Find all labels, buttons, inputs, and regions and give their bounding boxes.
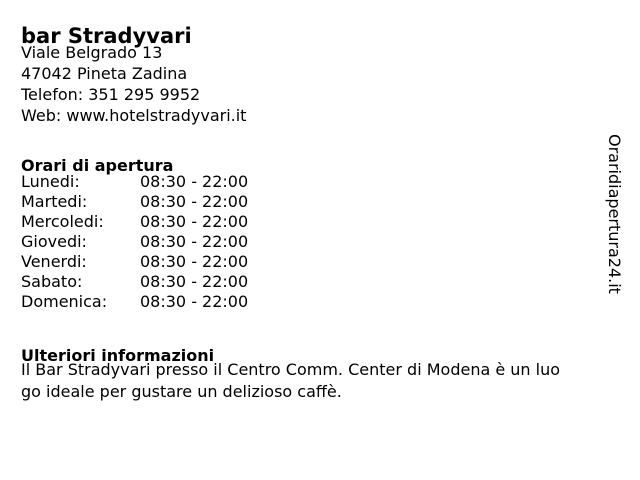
hours-row-wednesday bbox=[21, 212, 248, 232]
time-value: 08:30 - 22:00 bbox=[140, 172, 249, 191]
opening-hours-heading: Orari di apertura bbox=[21, 156, 174, 176]
time-value: 08:30 - 22:00 bbox=[140, 272, 249, 291]
hours-row-saturday bbox=[21, 272, 248, 292]
day-label: Giovedi: bbox=[21, 232, 87, 251]
phone-line: Telefon: 351 295 9952 bbox=[21, 85, 201, 104]
hours-row-tuesday bbox=[21, 192, 248, 212]
time-value: 08:30 - 22:00 bbox=[140, 192, 249, 211]
address-city: 47042 Pineta Zadina bbox=[21, 64, 188, 83]
time-value: 08:30 - 22:00 bbox=[140, 212, 249, 231]
day-label: Lunedi: bbox=[21, 172, 80, 191]
site-watermark: Oraridiapertura24.it bbox=[605, 134, 624, 294]
hours-row-thursday bbox=[21, 232, 248, 252]
day-label: Martedi: bbox=[21, 192, 88, 211]
additional-info-paragraph bbox=[21, 359, 560, 403]
info-text-line: Il Bar Stradyvari presso il Centro Comm. Center di Modena è un luo bbox=[21, 360, 561, 379]
hours-row-sunday bbox=[21, 292, 248, 312]
page-title: bar Stradyvari bbox=[21, 24, 192, 49]
hours-row-monday bbox=[21, 172, 248, 192]
address-block bbox=[21, 42, 246, 126]
time-value: 08:30 - 22:00 bbox=[140, 232, 249, 251]
day-label: Mercoledi: bbox=[21, 212, 104, 231]
day-label: Venerdi: bbox=[21, 252, 87, 271]
time-value: 08:30 - 22:00 bbox=[140, 252, 249, 271]
additional-info-heading: Ulteriori informazioni bbox=[21, 346, 215, 366]
website-line: Web: www.hotelstradyvari.it bbox=[21, 106, 247, 125]
address-street: Viale Belgrado 13 bbox=[21, 43, 163, 62]
info-text-line: go ideale per gustare un delizioso caffè. bbox=[21, 382, 342, 401]
day-label: Sabato: bbox=[21, 272, 83, 291]
hours-row-friday bbox=[21, 252, 248, 272]
opening-hours-table bbox=[21, 172, 248, 312]
day-label: Domenica: bbox=[21, 292, 108, 311]
time-value: 08:30 - 22:00 bbox=[140, 292, 249, 311]
